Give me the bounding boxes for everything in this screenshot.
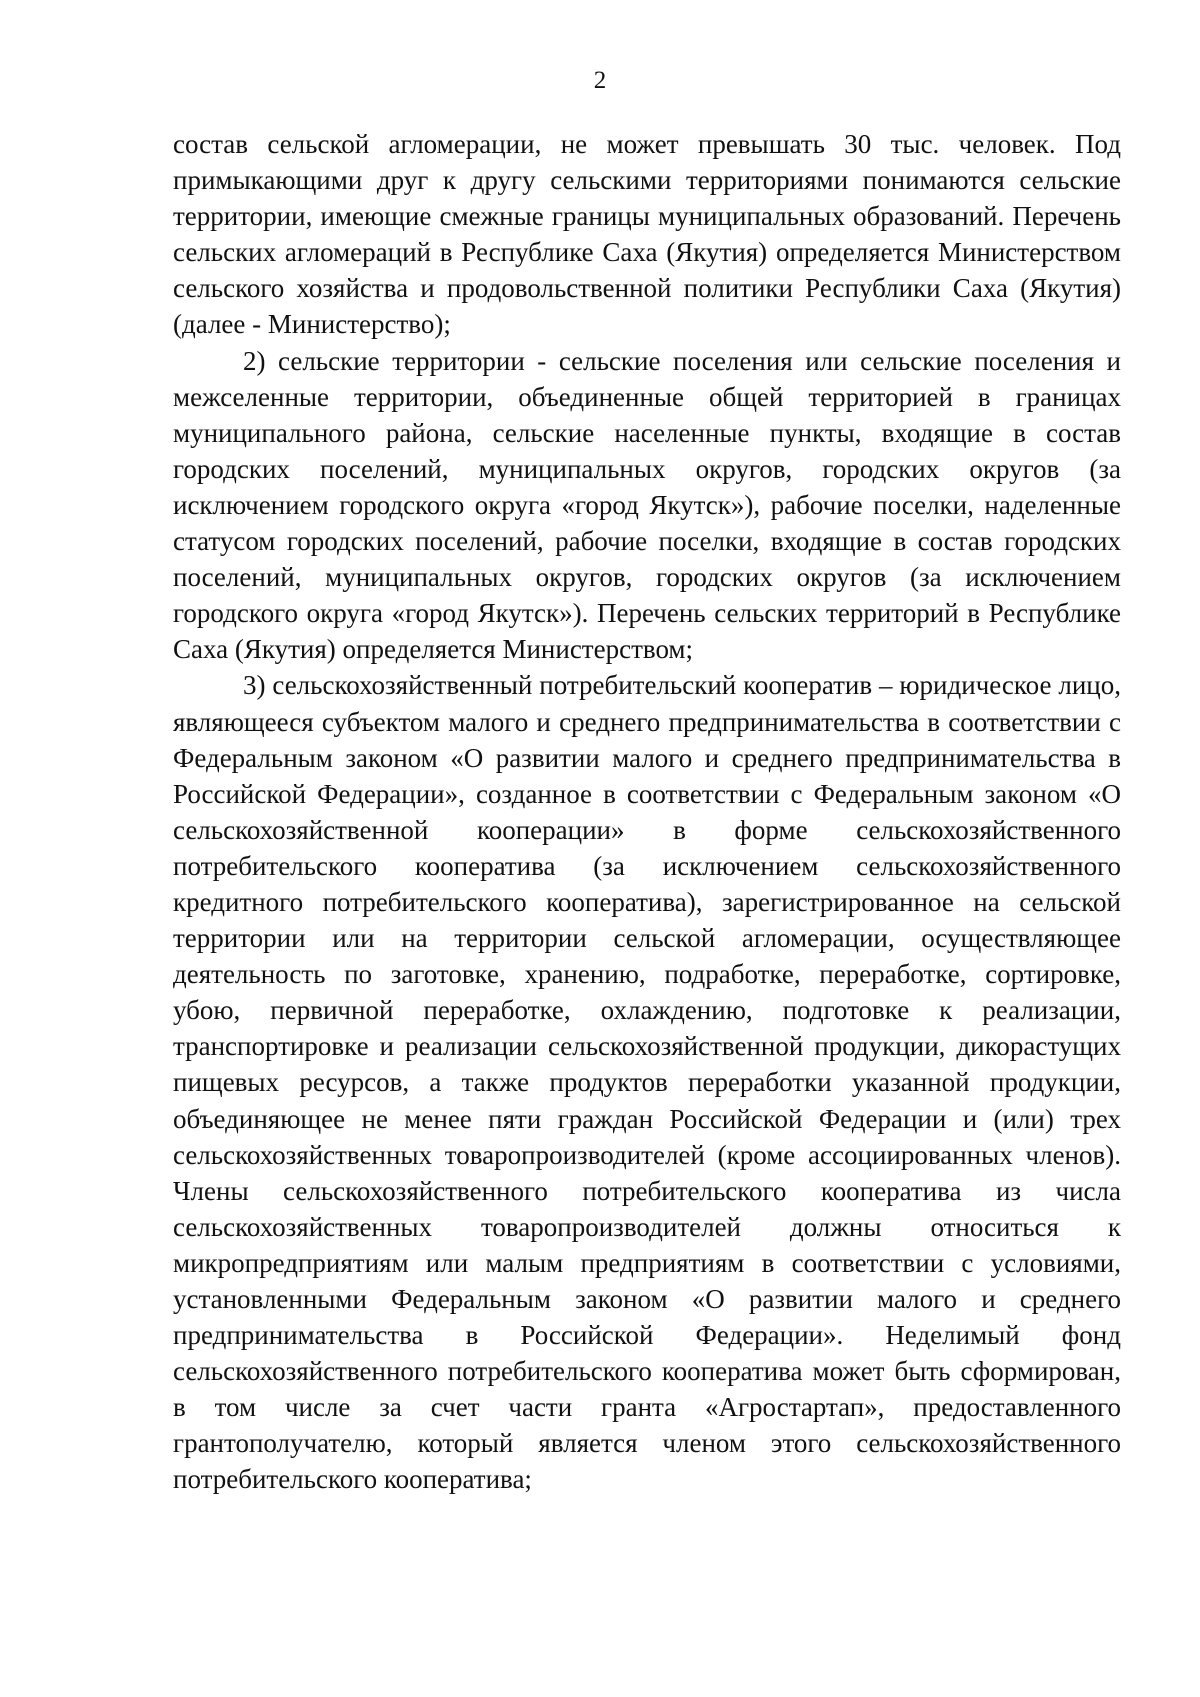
paragraph-rural-territories: 2) сельские территории - сельские поселения или сельские поселения и межселенные территории, объединенные общей территорией в границах муниципального района, сельские населенные пункты, входящие в состав городских поселений, муниципальных округов, городских округов (за исключением городского округа «город Якутск»), рабочие поселки, наделенные статусом городских поселений, рабочие поселки, входящие в состав городских поселений, муниципальных округов, городских округов (за исключением городского округа «город Якутск»). Перечень сельских территорий в Республике Саха (Якутия) определяется Министерством;	[173, 345, 1121, 665]
paragraph-consumer-cooperative: 3) сельскохозяйственный потребительский кооператив – юридическое лицо, являющееся субъектом малого и среднего предпринимательства в соответствии с Федеральным законом «О развитии малого и среднего предпринимательства в Российской Федерации», созданное в соответствии с Федеральным законом «О сельскохозяйственной кооперации» в форме сельскохозяйственного потребительского кооператива (за исключением сельскохозяйственного кредитного потребительского кооператива), зарегистрированное на сельской территории или на территории сельской агломерации, осуществляющее деятельность по заготовке, хранению, подработке, переработке, сортировке, убою, первичной переработке, охлаждению, подготовке к реализации, транспортировке и реализации сельскохозяйственной продукции, дикорастущих пищевых ресурсов, а также продуктов переработки указанной продукции, объединяющее не менее пяти граждан Российской Федерации и (или) трех сельскохозяйственных товаропроизводителей (кроме ассоциированных членов). Члены сельскохозяйственного потребительского кооператива из числа сельскохозяйственных товаропроизводителей должны относиться к микропредприятиям или малым предприятиям в соответствии с условиями, установленными Федеральным законом «О развитии малого и среднего предпринимательства в Российской Федерации». Неделимый фонд сельскохозяйственного потребительского кооператива может быть сформирован, в том числе за счет части гранта «Агростартап», предоставленного грантополучателю, который является членом этого сельскохозяйственного потребительского кооператива;	[173, 670, 1121, 1495]
paragraph-agglomeration-continuation: состав сельской агломерации, не может превышать 30 тыс. человек. Под примыкающими друг к другу сельскими территориями понимаются сельские территории, имеющие смежные границы муниципальных образований. Перечень сельских агломераций в Республике Саха (Якутия) определяется Министерством сельского хозяйства и продовольственной политики Республики Саха (Якутия) (далее - Министерство);	[173, 129, 1121, 340]
page-number: 2	[593, 67, 607, 94]
document-body	[173, 126, 1121, 1498]
